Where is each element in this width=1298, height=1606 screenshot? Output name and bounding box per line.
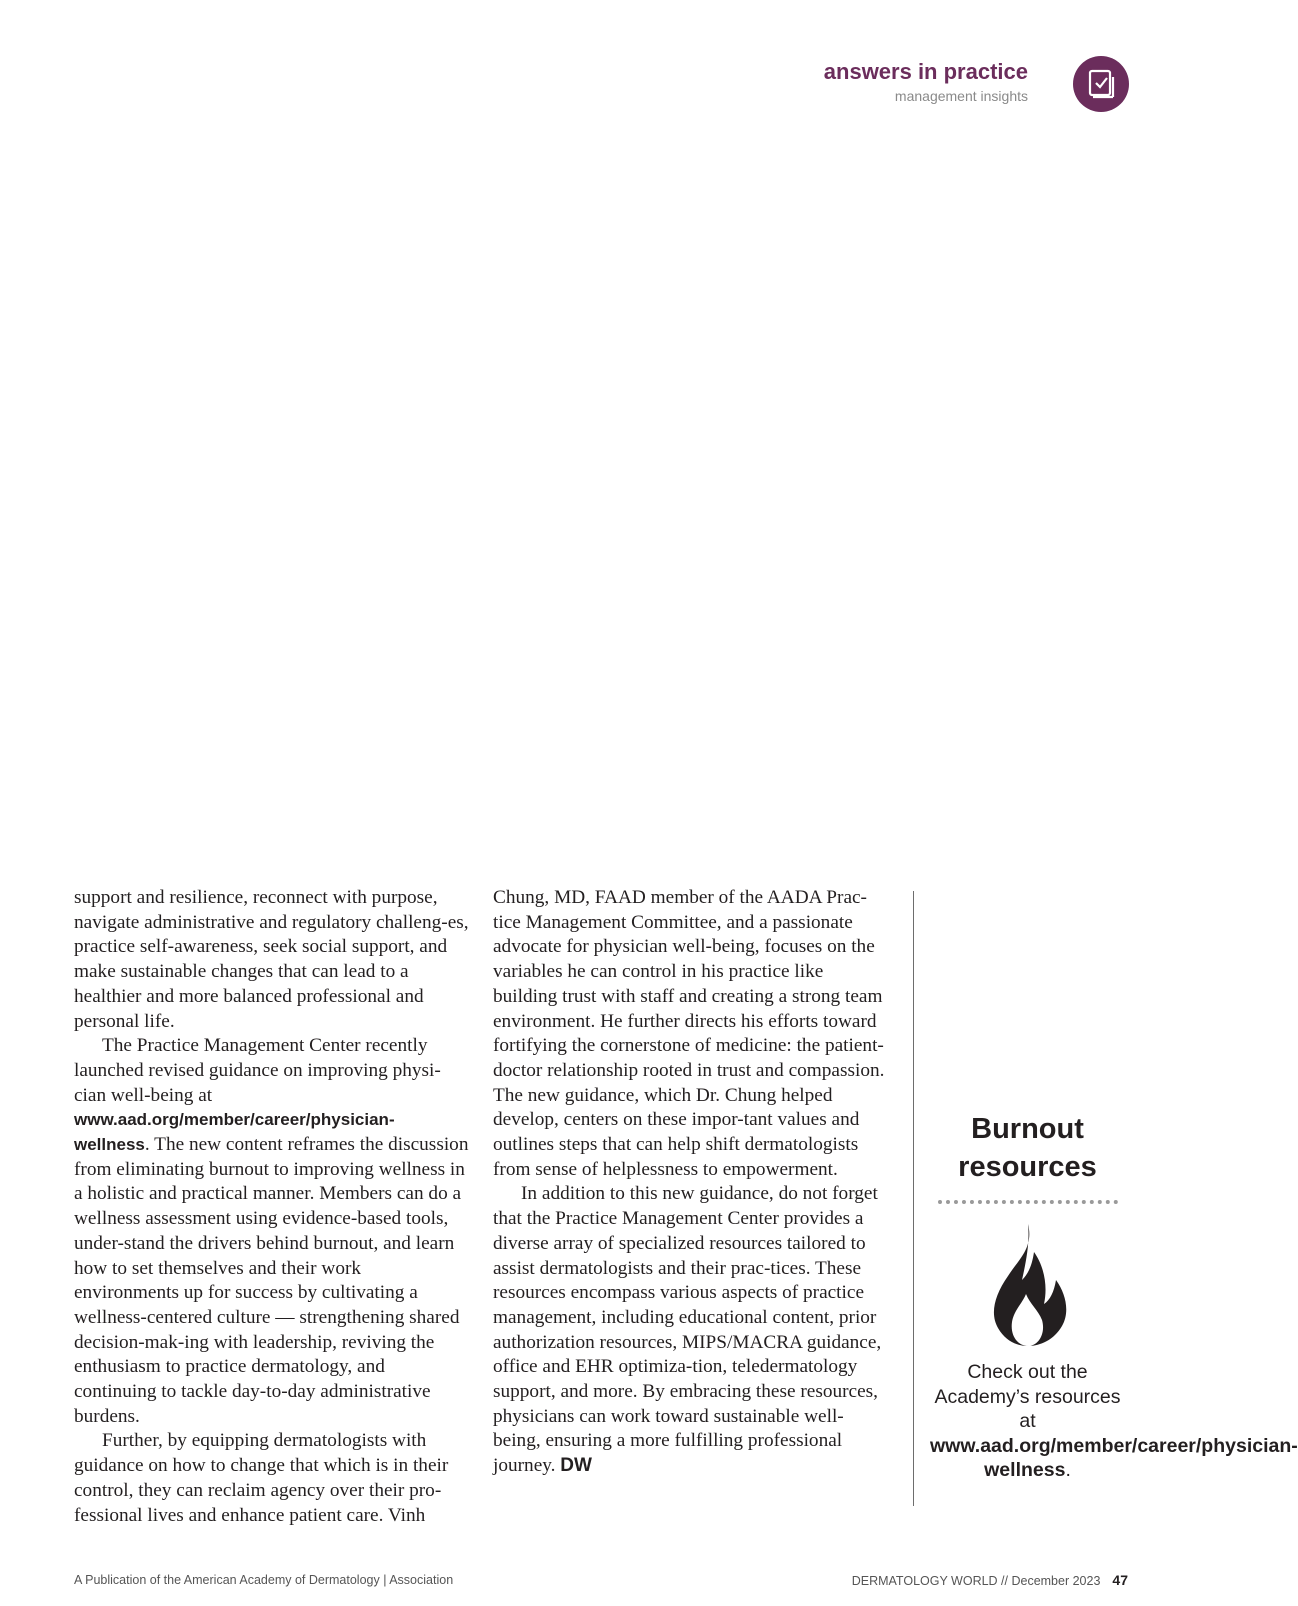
footer-issue-text: DERMATOLOGY WORLD // December 2023 — [851, 1574, 1101, 1588]
paragraph-text: . The new content reframes the discussion from eliminating burnout to improving wellness in a holistic and practical manner. Members can do a wellness assessment using evidence-based tools, under-stand the drivers behind burnout, and learn how to set themselves and their work environments up for success by cultivating a wellness-centered culture — strengthening shared decision-mak-ing with leadership, reviving the enthusiasm to practice dermatology, and continuing to tackle day-to-day administrative burdens. — [74, 1134, 469, 1427]
article-paragraph: Chung, MD, FAAD member of the AADA Prac-tice Management Committee, and a passionate advocate for physician well-being, focuses on the variables he can control in his practice like building trust with staff and creating a strong team environment. He further directs his efforts toward fortifying the cornerstone of medicine: the patient-doctor relationship rooted in trust and compassion. The new guidance, which Dr. Chung helped develop, centers on these impor-tant values and outlines steps that can help shift dermatologists from sense of helplessness to empowerment. — [493, 887, 885, 1180]
sidebar-link[interactable]: www.aad.org/member/career/physician-wellness — [930, 1434, 1298, 1481]
end-mark: DW — [560, 1455, 592, 1477]
footer-issue — [852, 1572, 1128, 1588]
article-paragraph: Further, by equipping dermatologists with guidance on how to change that which is in their control, they can reclaim agency over their pro-fessional lives and enhance patient care. Vinh — [74, 1430, 449, 1526]
sidebar-title: Burnout resources — [958, 1113, 1097, 1183]
dotted-divider — [938, 1200, 1118, 1204]
sidebar-text-lead: Check out the Academy’s resources at — [934, 1361, 1121, 1432]
column-divider — [913, 891, 914, 1506]
section-title: answers in practice — [823, 59, 1028, 84]
article-column-2 — [493, 886, 889, 1479]
article-paragraph — [74, 1034, 470, 1429]
checklist-icon — [1073, 56, 1129, 112]
paragraph-text: The Practice Management Center recently launched revised guidance on improving physi-cian well-being at — [74, 1035, 441, 1106]
section-header — [824, 58, 1028, 106]
sidebar-text — [930, 1360, 1298, 1483]
article-paragraph — [493, 1182, 889, 1478]
paragraph-text: In addition to this new guidance, do not forget that the Practice Management Center provides a diverse array of specialized resources tailored to assist dermatologists and their prac-tices. These resources encompass various aspects of practice management, including educational content, prior authorization resources, MIPS/MACRA guidance, office and EHR optimiza-tion, teledermatology support, and more. By embracing these resources, physicians can work toward sustainable well-being, ensuring a more fulfilling professional journey. — [493, 1183, 882, 1477]
section-subtitle: management insights — [894, 88, 1028, 104]
burnout-sidebar — [930, 1110, 1298, 1483]
article-paragraph: support and resilience, reconnect with purpose, navigate administrative and regulatory challeng-es, practice self-awareness, seek social support, and make sustainable changes that can lead to a healthier and more balanced professional and personal life. — [74, 887, 469, 1032]
page-number: 47 — [1112, 1572, 1128, 1588]
flame-icon — [988, 1222, 1068, 1346]
article-column-1 — [74, 886, 470, 1528]
wellness-link[interactable]: www.aad.org/member/career/physician-wellness — [74, 1110, 395, 1155]
sidebar-text-end: . — [1065, 1459, 1071, 1481]
footer-publication: A Publication of the American Academy of Dermatology | Association — [74, 1573, 454, 1587]
